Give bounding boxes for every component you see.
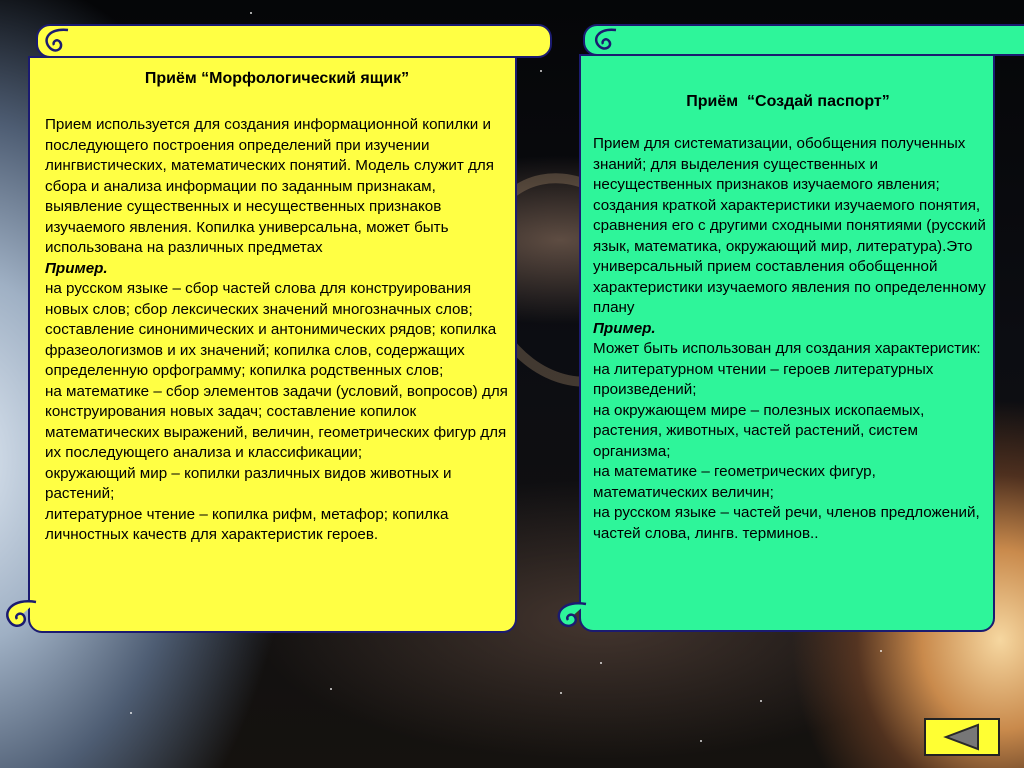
star [560,692,562,694]
right-card-example-item: Может быть использован для создания характеристик: [593,340,981,357]
left-card-intro: Прием используется для создания информационной копилки и последующего построения определений при изучении лингвистических, математических понятий. Модель служит для сбора и анализа информации по заданным признакам, выявление существенных и несущественных признаков изучаемого явления. Копилка универсальна, может быть использована на различных предметах [45,116,495,256]
right-card-text [593,134,993,544]
star [600,662,602,664]
left-card-example-item: на русском языке – сбор частей слова для конструирования новых слов; сбор лексических значений многозначных слов; составление синонимических и антонимических рядов; копилка фразеологизмов и их значений; копилка слов, содержащих определенную орфограмму; копилка родственных слов; [45,280,497,379]
back-button[interactable] [924,718,1000,756]
left-card-title: Приём “Морфологический ящик” [144,70,410,87]
star [540,70,542,72]
right-card-intro: Прием для систематизации, обобщения полученных знаний; для выделения существенных и несущественных признаков изучаемого явления; создания краткой характеристики изучаемого понятия, сравнения его с другими сходными понятиями (русский язык, математика, окружающий мир, литература).Это универсальный прием составления обобщенной характеристики изучаемого явления по определенному плану [593,135,986,316]
scroll-curl-icon [552,600,590,634]
scroll-curl-icon [0,598,40,634]
star [130,712,132,714]
left-card-example-item: на математике – сбор элементов задачи (условий, вопросов) для конструирования новых задач; составление копилок математических выражений, величин, геометрических фигур для их последующего анализа и классификации; [45,382,508,461]
right-card-example-label: Пример. [593,319,656,337]
star [700,740,702,742]
star [250,12,252,14]
scroll-top-roll [36,24,552,58]
star [760,700,762,702]
scroll-curl-icon [588,26,622,56]
left-card-example-item: литературное чтение – копилка рифм, метафор; копилка личностных качеств для характеристик героев. [45,505,449,543]
right-card-example-item: на русском языке – частей речи, членов предложений, частей слова, лингв. терминов.. [593,504,980,542]
left-card-example-label: Пример. [45,259,108,277]
star [330,688,332,690]
scroll-top-roll [583,24,1024,56]
right-card-example-item: на математике – геометрических фигур, математических величин; [593,463,876,501]
right-card-title: Приём “Создай паспорт” [686,93,890,110]
triangle-left-icon [926,720,998,754]
left-card-example-item: окружающий мир – копилки различных видов животных и растений; [45,464,452,502]
star [880,650,882,652]
right-card-example-item: на окружающем мире – полезных ископаемых, растения, животных, частей растений, систем организма; [593,401,925,460]
scroll-curl-icon [38,26,74,58]
right-card-example-item: на литературном чтении – героев литературных произведений; [593,360,934,398]
left-card-text [45,115,515,546]
